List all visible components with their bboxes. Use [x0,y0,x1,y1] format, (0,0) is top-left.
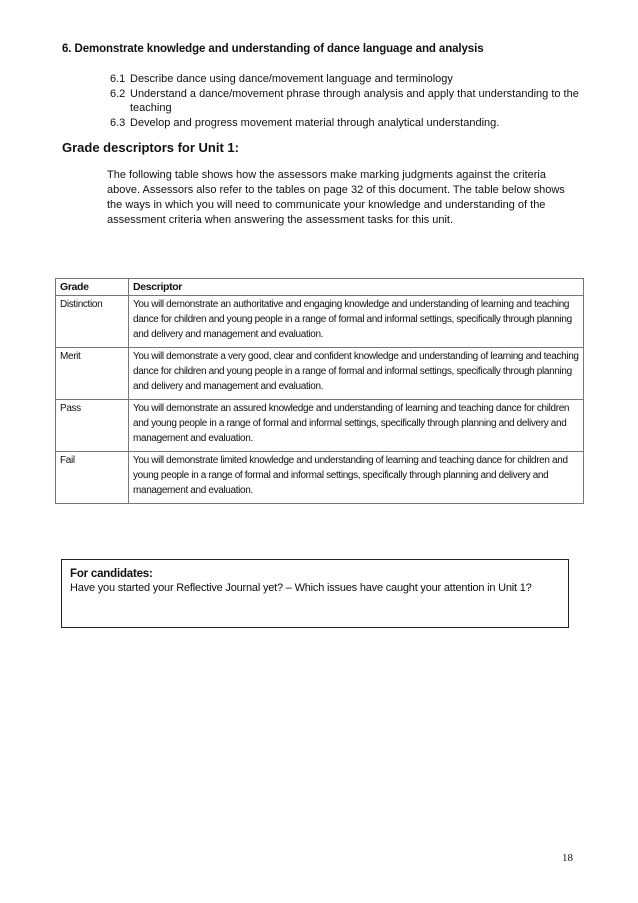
objective-item [110,87,590,116]
table-row [56,400,584,452]
grade-descriptors-heading: Grade descriptors for Unit 1: [62,140,239,155]
grade-cell: Distinction [56,296,129,348]
grade-column-header: Grade [56,279,129,296]
grade-cell: Merit [56,348,129,400]
objective-text: Understand a dance/movement phrase through analysis and apply that understanding to the teaching [130,87,579,114]
descriptor-cell: You will demonstrate an assured knowledge and understanding of learning and teaching dance for children and young people in a range of formal and informal settings, specifically through planning and delivery and management and evaluation. [129,400,584,452]
objective-item [110,72,590,87]
objective-item [110,116,590,131]
descriptor-cell: You will demonstrate a very good, clear and confident knowledge and understanding of learning and teaching dance for children and young people in a range of formal and informal settings, specifically through planning and delivery and management and evaluation. [129,348,584,400]
callout-title: For candidates: [70,568,153,580]
objective-text: Describe dance using dance/movement language and terminology [130,73,453,85]
grade-cell: Pass [56,400,129,452]
callout-text: Have you started your Reflective Journal yet? – Which issues have caught your attention in Unit 1? [70,582,532,594]
descriptor-cell: You will demonstrate limited knowledge and understanding of learning and teaching dance for children and young people in a range of formal and informal settings, specifically through planning and delivery and management and evaluation. [129,452,584,504]
table-row [56,348,584,400]
section-6-heading: 6. Demonstrate knowledge and understanding of dance language and analysis [62,43,484,55]
objectives-list [110,72,590,130]
descriptor-cell: You will demonstrate an authoritative and engaging knowledge and understanding of learning and teaching dance for children and young people in a range of formal and informal settings, specifically through planning and delivery and management and evaluation. [129,296,584,348]
candidates-callout-box [61,559,569,628]
grade-cell: Fail [56,452,129,504]
objective-text: Develop and progress movement material through analytical understanding. [130,116,500,129]
page-number: 18 [562,852,573,864]
table-row [56,296,584,348]
grade-descriptor-table [55,278,584,504]
objective-number: 6.1 [110,73,126,85]
table-header-row [56,279,584,296]
table-row [56,452,584,504]
descriptor-column-header: Descriptor [129,279,584,296]
objective-number: 6.3 [110,116,126,129]
objective-number: 6.2 [110,87,126,100]
grade-descriptors-intro: The following table shows how the assessors make marking judgments against the criteria above. Assessors also refer to the tables on page 32 of this document. The table below shows the ways in which you will need to communicate your knowledge and understanding of the assessment criteria when answering the assessment tasks for this unit. [107,169,565,226]
